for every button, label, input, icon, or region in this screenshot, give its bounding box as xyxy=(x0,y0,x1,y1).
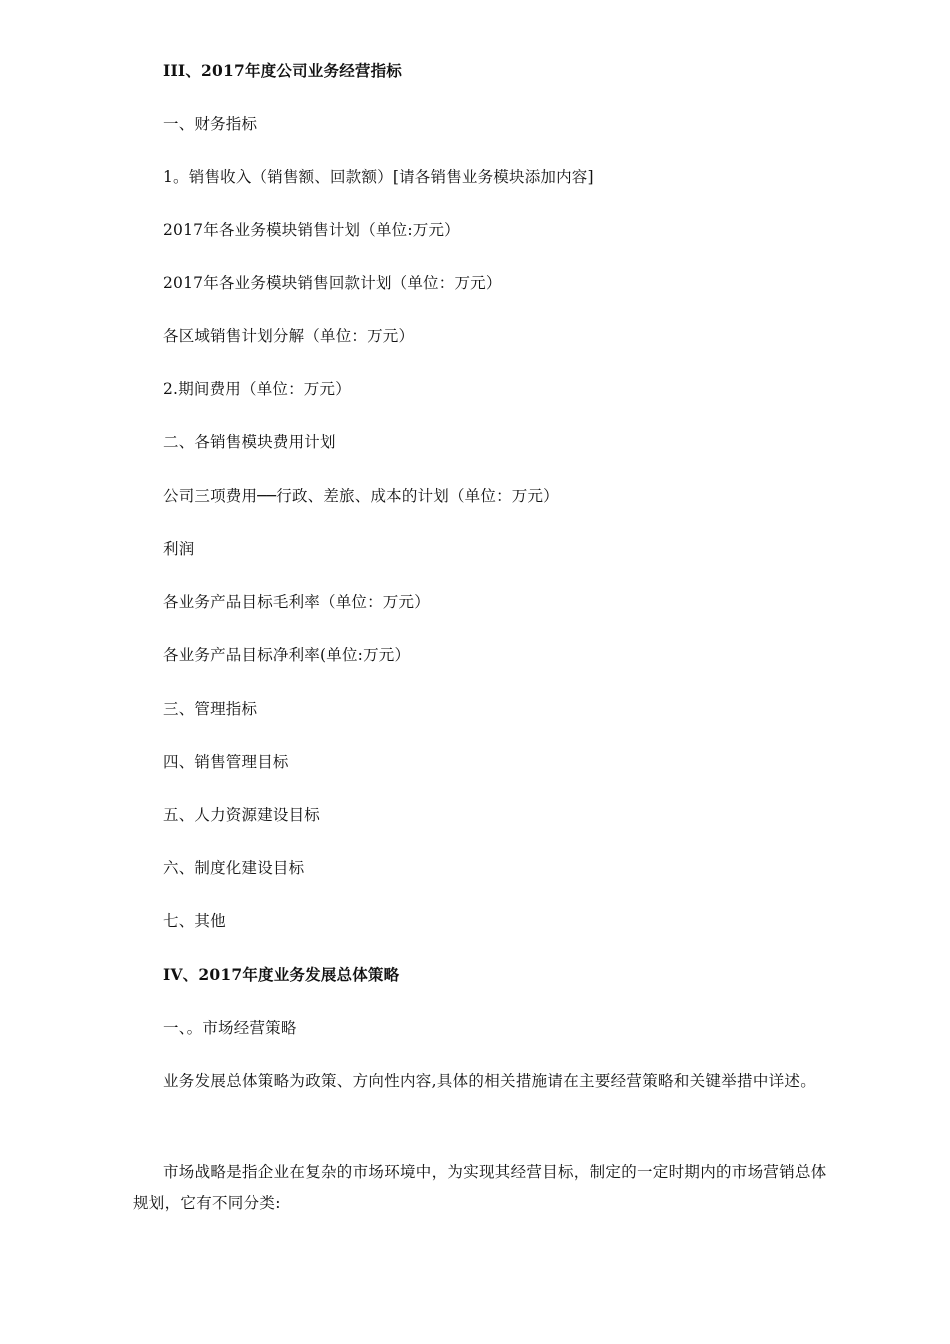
paragraph-market-strategy-definition: 市场战略是指企业在复杂的市场环境中，为实现其经营目标，制定的一定时期内的市场营销总体规划，它有不同分类: xyxy=(133,1163,827,1212)
paragraph-strategy-overview: 业务发展总体策略为政策、方向性内容,具体的相关措施请在主要经营策略和关键举措中详述。 xyxy=(163,1072,817,1090)
heading-institution-goals: 六、制度化建设目标 xyxy=(163,859,305,877)
item-sales-plan: 2017年各业务模块销售计划（单位:万元） xyxy=(163,221,460,239)
heading-management-indicators: 三、管理指标 xyxy=(163,700,258,718)
item-gross-margin: 各业务产品目标毛利率（单位：万元） xyxy=(163,593,430,611)
heading-module-expense-plan: 二、各销售模块费用计划 xyxy=(163,433,336,451)
item-period-expenses: 2.期间费用（单位：万元） xyxy=(163,380,351,398)
item-three-expenses: 公司三项费用──行政、差旅、成本的计划（单位：万元） xyxy=(163,487,559,505)
section-heading-iv: IV、2017年度业务发展总体策略 xyxy=(163,965,400,984)
item-profit: 利润 xyxy=(163,540,195,558)
heading-market-strategy: 一、。市场经营策略 xyxy=(163,1019,297,1037)
heading-financial-indicators: 一、财务指标 xyxy=(163,115,258,133)
item-net-margin: 各业务产品目标净利率(单位:万元） xyxy=(163,646,411,664)
heading-sales-management-goals: 四、销售管理目标 xyxy=(163,753,289,771)
section-heading-iii: III、2017年度公司业务经营指标 xyxy=(163,61,402,80)
item-payment-collection-plan: 2017年各业务模块销售回款计划（单位：万元） xyxy=(163,274,502,292)
heading-other: 七、其他 xyxy=(163,912,226,930)
heading-hr-goals: 五、人力资源建设目标 xyxy=(163,806,321,824)
item-sales-revenue: 1。销售收入（销售额、回款额）[请各销售业务模块添加内容] xyxy=(163,168,594,186)
item-regional-sales-plan: 各区域销售计划分解（单位：万元） xyxy=(163,327,415,345)
